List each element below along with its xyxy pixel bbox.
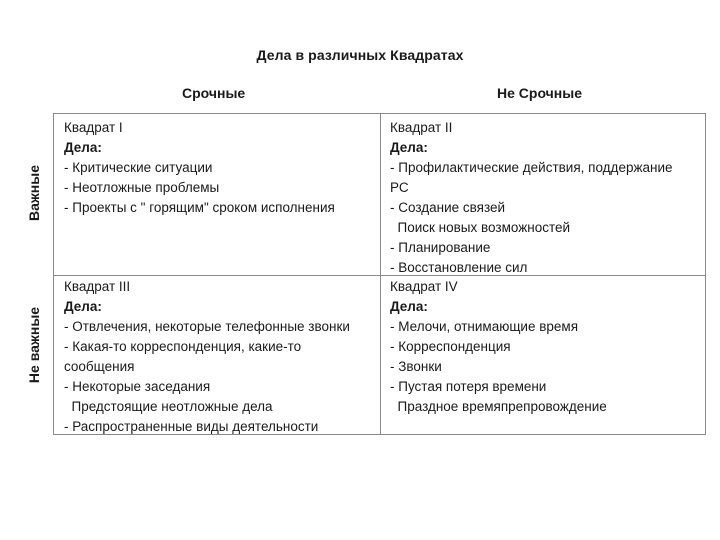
- column-header-not-urgent: Не Срочные: [497, 85, 582, 101]
- quadrant-label: Дела:: [64, 140, 102, 155]
- quadrant-label: Дела:: [390, 140, 428, 155]
- list-item: - Профилактические действия, поддержание: [390, 160, 673, 175]
- quadrant-2: [390, 118, 673, 278]
- list-item: - Некоторые заседания: [64, 379, 211, 394]
- quadrant-name: Квадрат III: [64, 279, 131, 294]
- row-header-important: Важные: [26, 164, 42, 222]
- page-title: Дела в различных Квадратах: [256, 47, 464, 63]
- quadrant-matrix: [53, 113, 706, 435]
- list-item: - Неотложные проблемы: [64, 180, 220, 195]
- list-item: Предстоящие неотложные дела: [64, 399, 273, 414]
- list-item: - Какая-то корреспонденция, какие-то: [64, 339, 302, 354]
- quadrant-name: Квадрат IV: [390, 279, 458, 294]
- vertical-divider: [380, 114, 381, 434]
- list-item: - Проекты с " горящим" сроком исполнения: [64, 200, 335, 215]
- list-item: - Критические ситуации: [64, 160, 213, 175]
- list-item: - Звонки: [390, 359, 442, 374]
- list-item: РС: [390, 180, 409, 195]
- list-item: - Отвлечения, некоторые телефонные звонки: [64, 319, 350, 334]
- list-item: - Мелочи, отнимающие время: [390, 319, 579, 334]
- list-item: сообщения: [64, 359, 135, 374]
- quadrant-3: [64, 277, 350, 437]
- list-item: - Создание связей: [390, 200, 506, 215]
- list-item: Праздное времяпрепровождение: [390, 399, 607, 414]
- quadrant-4: [390, 277, 607, 417]
- row-header-not-important: Не важные: [26, 306, 42, 384]
- list-item: - Восстановление сил: [390, 260, 528, 275]
- list-item: - Распространенные виды деятельности: [64, 419, 319, 434]
- list-item: Поиск новых возможностей: [390, 220, 571, 235]
- column-header-urgent: Срочные: [182, 85, 246, 101]
- list-item: - Планирование: [390, 240, 491, 255]
- quadrant-1: [64, 118, 335, 218]
- quadrant-name: Квадрат I: [64, 120, 123, 135]
- list-item: - Корреспонденция: [390, 339, 511, 354]
- quadrant-name: Квадрат II: [390, 120, 453, 135]
- quadrant-label: Дела:: [390, 299, 428, 314]
- quadrant-label: Дела:: [64, 299, 102, 314]
- list-item: - Пустая потеря времени: [390, 379, 547, 394]
